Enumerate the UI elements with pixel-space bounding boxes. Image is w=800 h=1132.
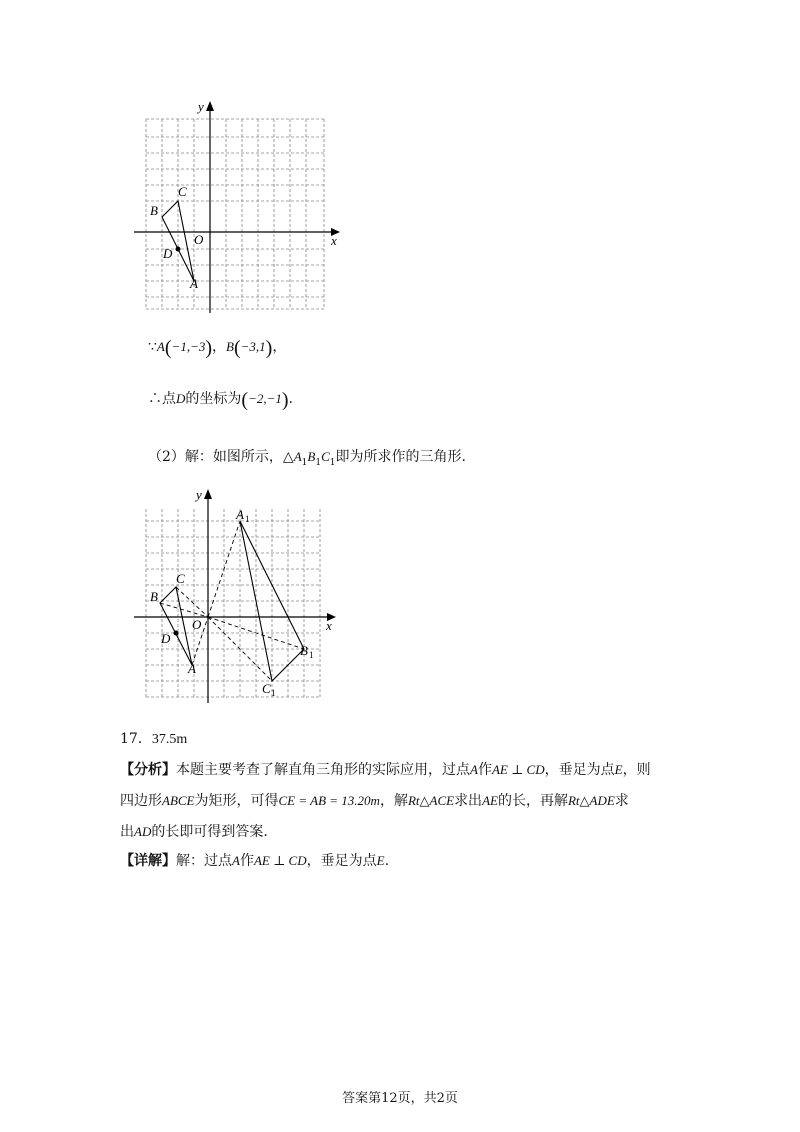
point-a-coord: −1,−3 (171, 339, 206, 354)
analysis-text-3b: 的长即可得到答案. (151, 824, 268, 840)
point-b1-sub: 1 (309, 650, 314, 660)
analysis-text-1a: 本题主要考查了解直角三角形的实际应用，过点 (176, 762, 470, 778)
rt-ade: Rt△ADE (567, 793, 615, 808)
analysis-text-2f: 求 (614, 793, 629, 809)
point-a-ref: A (470, 762, 478, 777)
point-a-label: A (190, 276, 198, 291)
y-axis-arrow (204, 489, 212, 499)
point-d-dot (174, 631, 179, 636)
analysis-line-2 (120, 790, 629, 810)
analysis-text-2a: 四边形 (120, 793, 162, 809)
separator: ， (212, 339, 227, 355)
detail-tag: 【详解】 (120, 853, 176, 869)
part-2-prefix: （2）解：如图所示， (148, 449, 283, 465)
ae-perp-cd: AE ⊥ CD (253, 853, 307, 868)
analysis-text-2c: ，解 (379, 793, 408, 809)
analysis-text-2e: 的长，再解 (497, 793, 568, 809)
question-answer: 37.5m (151, 732, 188, 747)
point-d-label: D (161, 631, 171, 646)
point-a1-label: A (236, 507, 244, 522)
dash-b-o (160, 603, 208, 617)
analysis-tag: 【分析】 (120, 762, 176, 778)
point-d-ref: D (176, 391, 186, 406)
because-symbol: ∵ (148, 339, 157, 355)
point-c-label: C (178, 184, 187, 199)
analysis-text-2b: 为矩形，可得 (194, 793, 279, 809)
line-end: ， (272, 339, 287, 355)
sub-3: 1 (329, 457, 336, 468)
question-17-line (120, 728, 187, 748)
ae-perp-cd: AE ⊥ CD (491, 762, 545, 777)
detail-text-1b: 作 (239, 853, 254, 869)
detail-text-1d: . (384, 853, 390, 869)
triangle-abc (160, 587, 192, 665)
y-axis-label: y (196, 487, 202, 502)
point-a-ref: A (232, 853, 240, 868)
therefore-prefix: ∴点 (148, 391, 176, 407)
origin-label: O (192, 617, 202, 632)
ce-equals-ab: CE = AB = 13.20m (278, 793, 380, 808)
detail-line-1 (120, 850, 389, 870)
part-2-suffix: 即为所求作的三角形. (335, 449, 466, 465)
analysis-line-1 (120, 759, 651, 779)
point-d-result-line: ∴点D的坐标为(−2,−1). (148, 389, 293, 411)
sub-1: 1 (301, 457, 308, 468)
analysis-text-1c: ，垂足为点 (544, 762, 615, 778)
figure-2-coordinate-grid (128, 485, 348, 707)
point-c-label: C (176, 571, 185, 586)
point-d-dot (176, 247, 181, 252)
coord-phrase: 的坐标为 (185, 391, 242, 407)
point-b-ref: B (226, 339, 234, 354)
segment-ad: AD (134, 824, 152, 839)
analysis-text-1d: ，则 (622, 762, 651, 778)
figure-1-coordinate-grid (128, 95, 348, 317)
point-d-label: D (163, 246, 173, 261)
point-b1-label: B (300, 643, 308, 658)
point-e-ref: E (614, 762, 623, 777)
sub-2: 1 (315, 457, 322, 468)
figure-2-grid (146, 509, 320, 699)
point-a-ref: A (156, 339, 165, 354)
detail-text-1c: ，垂足为点 (306, 853, 377, 869)
point-d-coord: −2,−1 (248, 391, 282, 406)
segment-ae: AE (482, 793, 498, 808)
rt-ace: Rt△ACE (407, 793, 455, 808)
tri-a1: A (293, 449, 302, 464)
detail-text-1a: 解：过点 (176, 853, 232, 869)
origin-label: O (194, 232, 204, 247)
analysis-text-3a: 出 (120, 824, 134, 840)
line-end: . (288, 391, 293, 407)
tri-c1: C (321, 449, 330, 464)
tri-b1: B (307, 449, 316, 464)
point-a-label: A (188, 661, 196, 676)
y-axis-label: y (198, 99, 204, 114)
point-e-ref: E (376, 853, 385, 868)
point-c1-label: C (262, 681, 271, 696)
point-b-label: B (150, 589, 158, 604)
question-number: 17． (120, 731, 152, 747)
point-c1-sub: 1 (271, 688, 276, 698)
analysis-text-2d: 求出 (454, 793, 483, 809)
figure-1-grid (146, 119, 324, 309)
y-axis-arrow (206, 101, 214, 111)
triangle-symbol: △ (282, 449, 294, 465)
point-b-label: B (150, 203, 158, 218)
analysis-line-3 (120, 821, 268, 841)
point-b-coord: −3,1 (240, 339, 266, 354)
point-a1-sub: 1 (245, 514, 250, 524)
quad-abce: ABCE (162, 793, 195, 808)
analysis-text-1b: 作 (477, 762, 492, 778)
x-axis-label: x (326, 618, 332, 633)
page-footer: 答案第12页，共2页 (342, 1091, 458, 1106)
x-axis-label: x (331, 233, 337, 248)
given-points-line: ∵A(−1,−3)，B(−3,1)， (148, 337, 287, 359)
part-2-answer-line (148, 446, 466, 468)
